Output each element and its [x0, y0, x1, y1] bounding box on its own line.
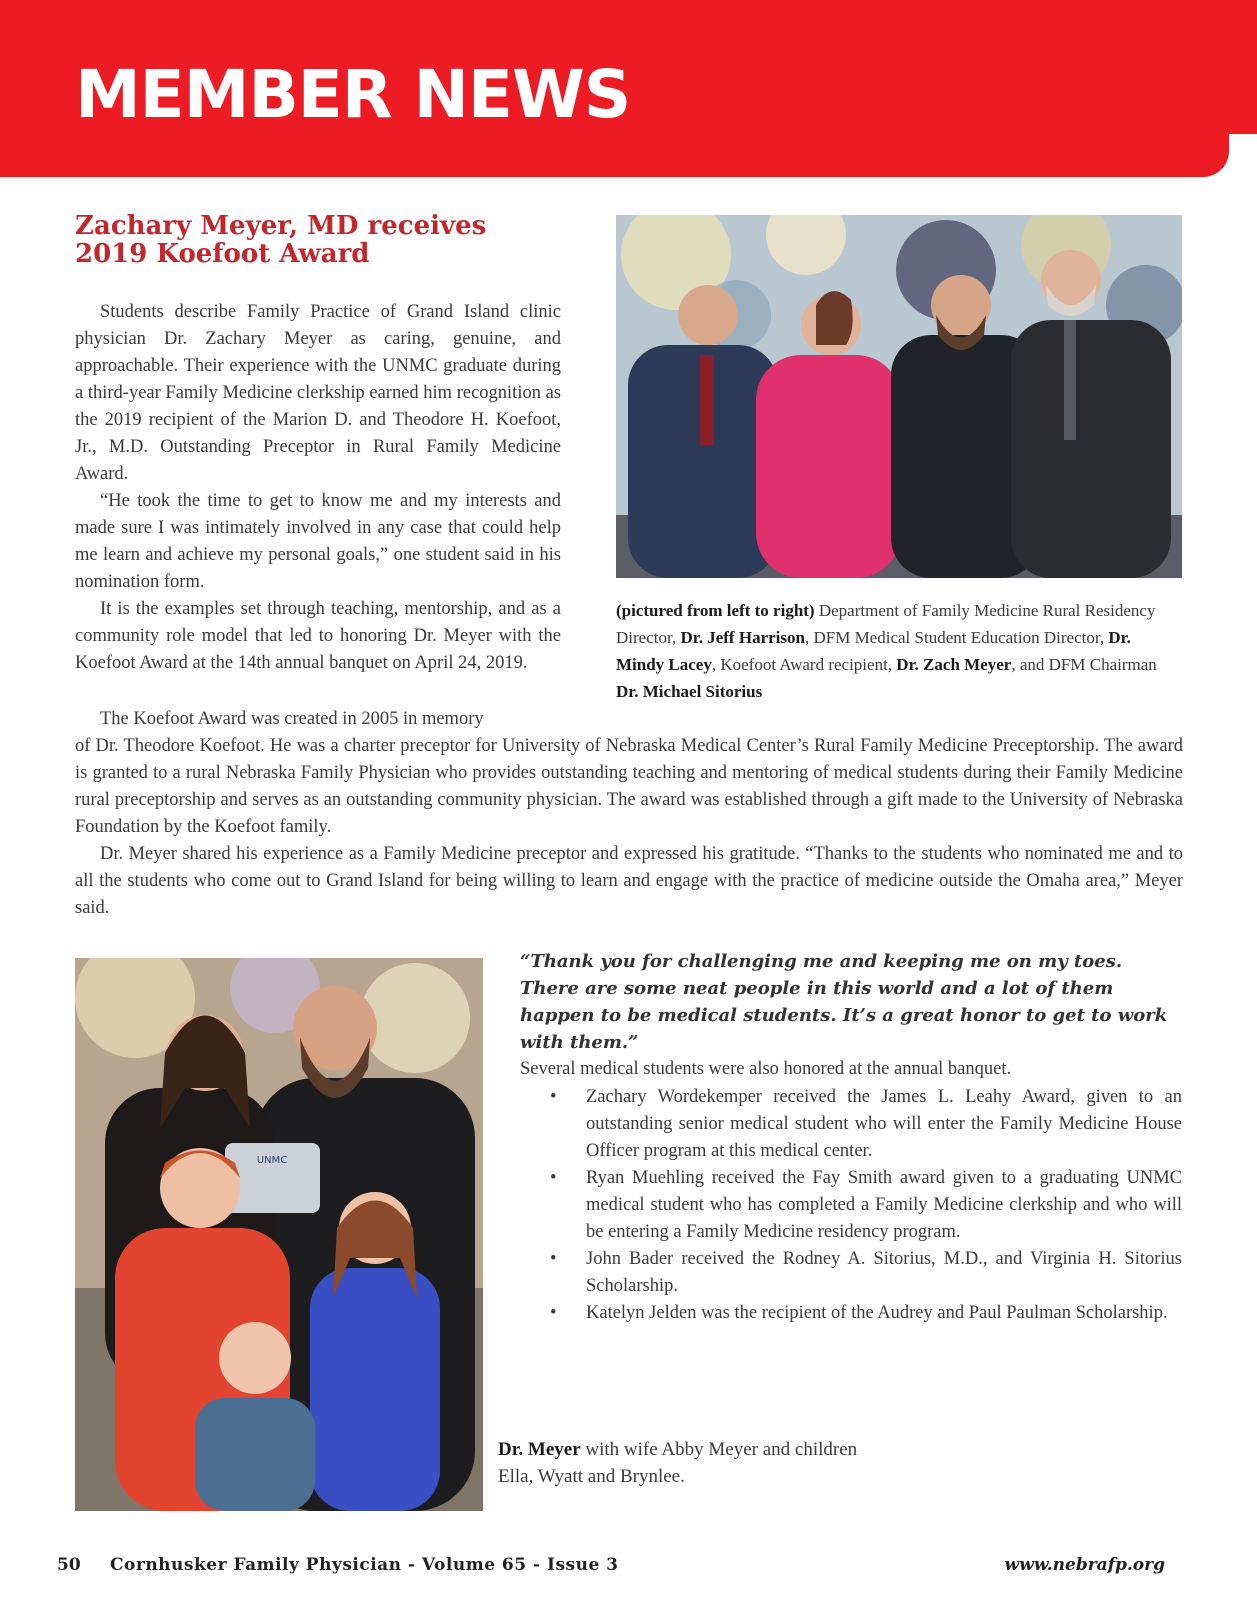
caption-text-4: , and DFM Chairman [1011, 655, 1157, 674]
banner-tab [1190, 0, 1257, 134]
article-headline [75, 212, 595, 268]
article-paragraph-4-start: The Koefoot Award was created in 2005 in memory [100, 709, 484, 729]
page-number: 50 [57, 1555, 81, 1575]
honors-list [520, 1084, 1182, 1327]
plaque-text: UNMC [256, 1155, 288, 1166]
family-photo [75, 958, 483, 1511]
list-item: • John Bader received the Rodney A. Sitorius, M.D., and Virginia H. Sitorius Scholarship. [520, 1246, 1182, 1300]
list-item: • Zachary Wordekemper received the James L. Leahy Award, given to an outstanding senior medical student who will enter the Family Medicine House Officer program at this medical center. [520, 1084, 1182, 1165]
article-paragraph-3: It is the examples set through teaching, mentorship, and as a community role model that led to honoring Dr. Meyer with the Koefoot Award at the 14th annual banquet on April 24, 2019. [75, 599, 561, 673]
header-banner [0, 0, 1229, 177]
caption-name-4: Dr. Michael Sitorius [616, 682, 763, 701]
page-footer [0, 1555, 1257, 1585]
headline-line-2: 2019 Koefoot Award [75, 239, 370, 269]
website-link[interactable]: www.nebrafp.org [1004, 1555, 1165, 1575]
bullet-icon: • [550, 1087, 557, 1107]
article-paragraph-4-rest: of Dr. Theodore Koefoot. He was a charter preceptor for University of Nebraska Medical Center’s Rural Family Medicine Preceptorship. The award is granted to a rural Nebraska Family Physician who provides outstanding teaching and mentoring of medical students during their Family Medicine rural preceptorship and serves as an outstanding community physician. The award was established through a gift made to the University of Nebraska Foundation by the Koefoot family. [75, 736, 1183, 837]
caption-rest: with wife Abby Meyer and children Ella, Wyatt and Brynlee. [498, 1439, 858, 1487]
headline-line-1: Zachary Meyer, MD receives [75, 211, 487, 241]
family-photo-caption [498, 1436, 858, 1490]
article-paragraph-5: Dr. Meyer shared his experience as a Family Medicine preceptor and expressed his gratitude. “Thanks to the students who nominated me and to all the students who come out to Grand Island for being willing to learn and engage with the practice of medicine outside the Omaha area,” Meyer said. [75, 844, 1183, 918]
caption-lead: (pictured from left to right) [616, 601, 815, 620]
group-photo [616, 215, 1182, 578]
caption-text-2: , DFM Medical Student Education Director, [804, 628, 1109, 647]
bullet-icon: • [550, 1249, 557, 1269]
article-paragraph-2: “He took the time to get to know me and my interests and made sure I was intimately involved in any case that could help me learn and achieve my personal goals,” one student said in his nomination form. [75, 491, 561, 592]
list-item: • Ryan Muehling received the Fay Smith award given to a graduating UNMC medical student who has completed a Family Medicine clerkship and who will be entering a Family Medicine residency program. [520, 1165, 1182, 1246]
section-title: MEMBER NEWS [75, 56, 631, 133]
caption-text-3: , Koefoot Award recipient, [711, 655, 897, 674]
list-item: • Katelyn Jelden was the recipient of the Audrey and Paul Paulman Scholarship. [520, 1300, 1182, 1327]
article-full-width [75, 706, 1183, 922]
bullet-icon: • [550, 1168, 557, 1188]
caption-name: Dr. Meyer [498, 1439, 581, 1460]
caption-name-2: Dr. Mindy Lacey [616, 628, 1131, 674]
caption-name-1: Dr. Jeff Harrison [680, 628, 805, 647]
caption-text-1: Department of Family Medicine Rural Residency Director, [616, 601, 1156, 647]
bullet-icon: • [550, 1303, 557, 1323]
article-column-left [75, 299, 561, 677]
honors-intro: Several medical students were also honored at the annual banquet. [520, 1059, 1012, 1079]
pull-quote: “Thank you for challenging me and keeping me on my toes. There are some neat people in this world and a lot of them happen to be medical students. It’s a great honor to get to work with them.” [520, 951, 1168, 1053]
publication-name: Cornhusker Family Physician - Volume 65 - Issue 3 [110, 1555, 619, 1575]
caption-name-3: Dr. Zach Meyer [896, 655, 1012, 674]
group-photo-caption [616, 597, 1176, 705]
article-paragraph-1: Students describe Family Practice of Grand Island clinic physician Dr. Zachary Meyer as caring, genuine, and approachable. Their experience with the UNMC graduate during a third-year Family Medicine clerkship earned him recognition as the 2019 recipient of the Marion D. and Theodore H. Koefoot, Jr., M.D. Outstanding Preceptor in Rural Family Medicine Award. [75, 302, 561, 484]
